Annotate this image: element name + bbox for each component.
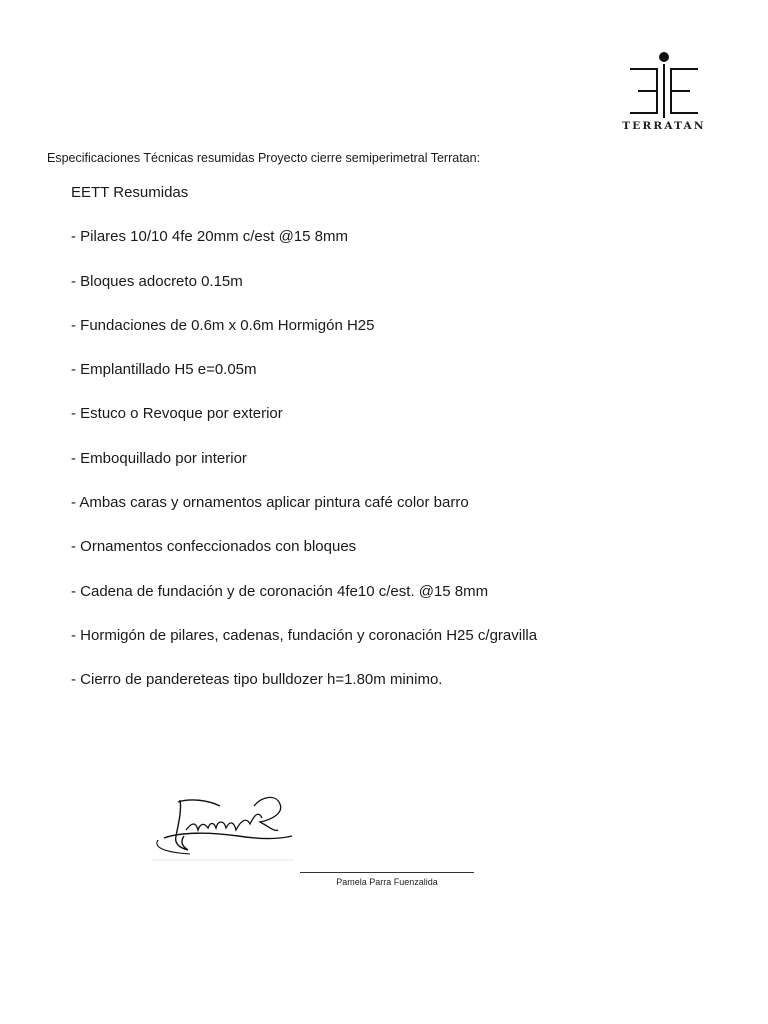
spec-item: - Ornamentos confeccionados con bloques: [71, 538, 357, 556]
spec-title: EETT Resumidas: [71, 184, 189, 201]
spec-item: - Fundaciones de 0.6m x 0.6m Hormigón H25: [71, 316, 375, 334]
spec-item: - Hormigón de pilares, cadenas, fundación y coronación H25 c/gravilla: [71, 626, 538, 644]
signature-line: [300, 872, 474, 873]
spec-item: - Estuco o Revoque por exterior: [71, 405, 283, 423]
spec-item: - Pilares 10/10 4fe 20mm c/est @15 8mm: [71, 228, 349, 246]
signer-name: Pamela Parra Fuenzalida: [336, 877, 438, 887]
spec-item: - Cierro de pandereteas tipo bulldozer h=1.80m minimo.: [71, 671, 443, 689]
spec-item: - Ambas caras y ornamentos aplicar pintura café color barro: [71, 494, 469, 512]
document-header: Especificaciones Técnicas resumidas Proyecto cierre semiperimetral Terratan:: [47, 151, 481, 165]
spec-item: - Emboquillado por interior: [71, 449, 247, 467]
handwritten-signature: [150, 786, 296, 862]
logo-brand-text: TERRATAN: [622, 120, 706, 132]
terratan-logo: [622, 48, 706, 140]
spec-item: - Emplantillado H5 e=0.05m: [71, 361, 257, 379]
terratan-logo-icon: [622, 48, 706, 120]
spec-item: - Cadena de fundación y de coronación 4fe10 c/est. @15 8mm: [71, 582, 489, 600]
spec-item: - Bloques adocreto 0.15m: [71, 272, 243, 290]
spec-list: [71, 183, 537, 715]
